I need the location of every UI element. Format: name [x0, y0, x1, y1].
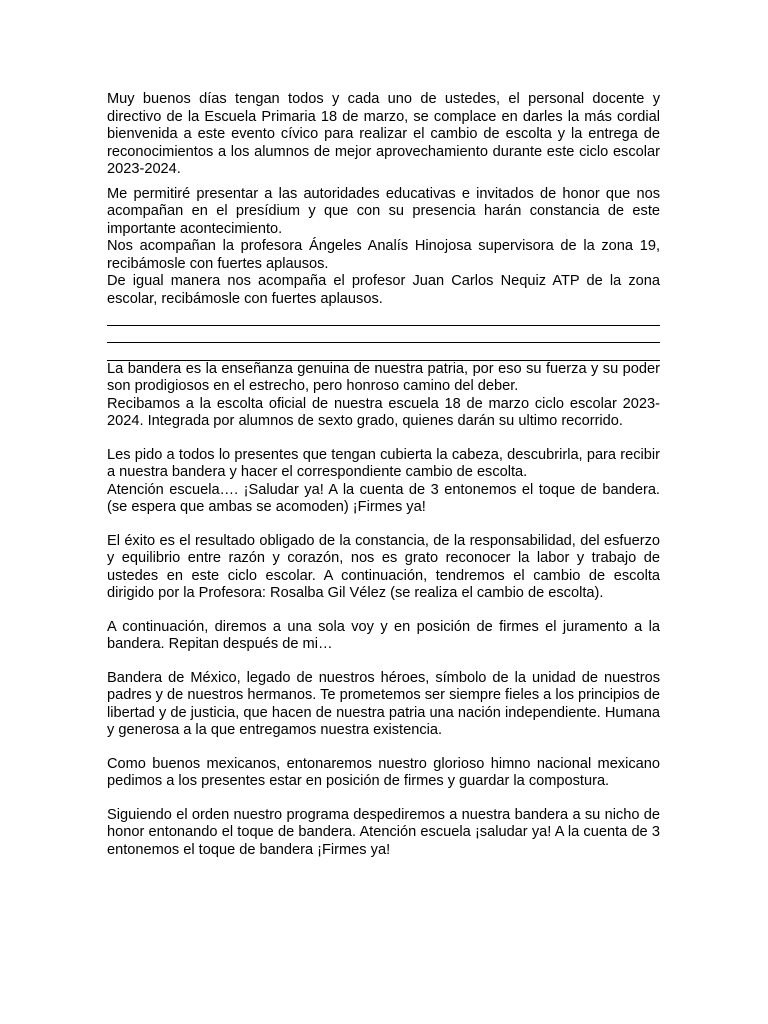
- blank-line: [107, 308, 660, 326]
- atp-intro-paragraph: De igual manera nos acompaña el profesor Juan Carlos Nequiz ATP de la zona escolar, recibámosle con fuertes aplausos.: [107, 273, 660, 307]
- farewell-paragraph: Siguiendo el orden nuestro programa despediremos a nuestra bandera a su nicho de honor entonando el toque de bandera. Atención escuela ¡saludar ya! A la cuenta de 3 entonemos el toque de bandera ¡Firmes ya!: [107, 806, 660, 858]
- escort-change-paragraph: El éxito es el resultado obligado de la constancia, de la responsabilidad, del esfuerzo y equilibrio entre razón y corazón, nos es grato reconocer la labor y trabajo de ustedes en este ciclo escolar. A continuación, tendremos el cambio de escolta dirigido por la Profesora: Rosalba Gil Vélez (se realiza el cambio de escolta).: [107, 532, 660, 601]
- oath-intro-paragraph: A continuación, diremos a una sola voy y en posición de firmes el juramento a la bandera. Repitan después de mi…: [107, 618, 660, 652]
- uncover-head-paragraph: Les pido a todos lo presentes que tengan cubierta la cabeza, descubrirla, para recibir a nuestra bandera y hacer el correspondiente cambio de escolta.: [107, 446, 660, 480]
- welcome-paragraph: Muy buenos días tengan todos y cada uno de ustedes, el personal docente y directivo de la Escuela Primaria 18 de marzo, se complace en darles la más cordial bienvenida a este evento cívico para realizar el cambio de escolta y la entrega de reconocimientos a los alumnos de mejor aprovechamiento durante este ciclo escolar 2023-2024.: [107, 91, 660, 177]
- document-page: [107, 91, 660, 859]
- blank-line: [107, 326, 660, 344]
- supervisor-intro-paragraph: Nos acompañan la profesora Ángeles Analís Hinojosa supervisora de la zona 19, recibámosle con fuertes aplausos.: [107, 238, 660, 272]
- flag-oath-paragraph: Bandera de México, legado de nuestros héroes, símbolo de la unidad de nuestros padres y de nuestros hermanos. Te prometemos ser siempre fieles a los principios de libertad y de justicia, que hacen de nuestra patria una nación independiente. Humana y generosa a la que entregamos nuestra existencia.: [107, 669, 660, 738]
- flag-teaching-paragraph: La bandera es la enseñanza genuina de nuestra patria, por eso su fuerza y su poder son prodigiosos en el estrecho, pero honroso camino del deber.: [107, 360, 660, 394]
- attention-paragraph: Atención escuela…. ¡Saludar ya! A la cuenta de 3 entonemos el toque de bandera. (se espera que ambas se acomoden) ¡Firmes ya!: [107, 481, 660, 515]
- anthem-paragraph: Como buenos mexicanos, entonaremos nuestro glorioso himno nacional mexicano pedimos a los presentes estar en posición de firmes y guardar la compostura.: [107, 755, 660, 789]
- escort-reception-paragraph: Recibamos a la escolta oficial de nuestra escuela 18 de marzo ciclo escolar 2023-2024. Integrada por alumnos de sexto grado, quienes darán su ultimo recorrido.: [107, 395, 660, 429]
- authorities-intro-paragraph: Me permitiré presentar a las autoridades educativas e invitados de honor que nos acompañan en el presídium y que con su presencia harán constancia de este importante acontecimiento.: [107, 185, 660, 237]
- blank-lines: [107, 308, 660, 361]
- blank-line: [107, 343, 660, 361]
